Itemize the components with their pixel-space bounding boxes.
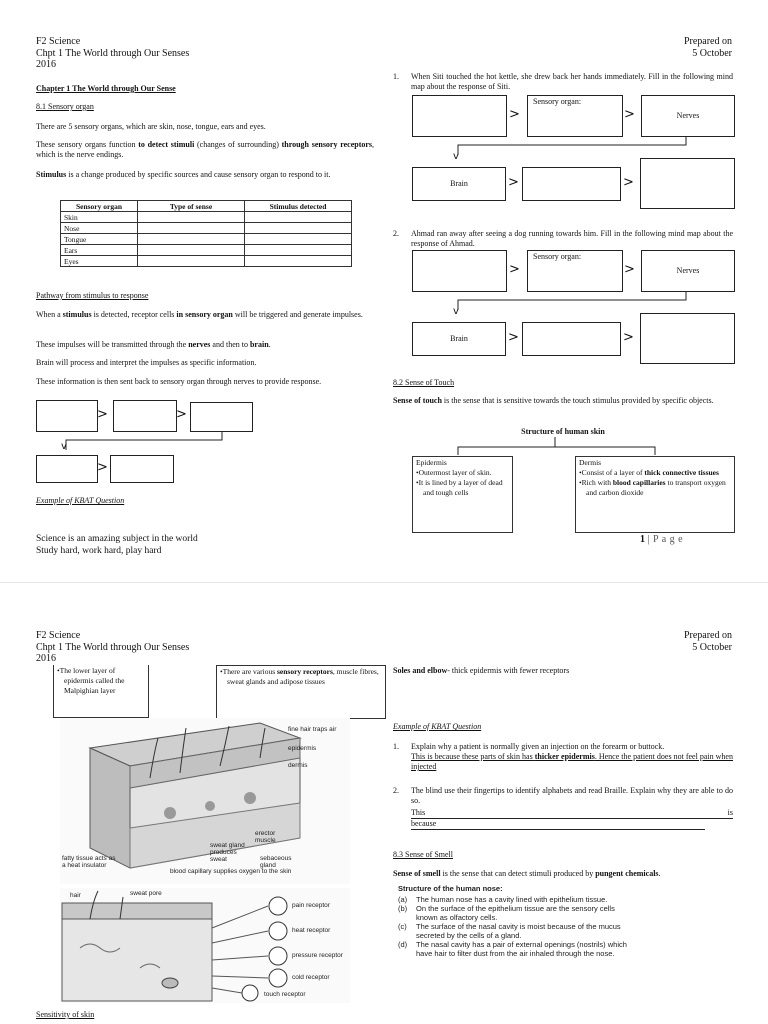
section-8-3: 8.3 Sense of Smell bbox=[393, 850, 453, 859]
header-right: Prepared on 5 October bbox=[683, 630, 732, 653]
table-row: Ears bbox=[61, 245, 352, 256]
para-smell: Sense of smell is the sense that can detect stimuli produced by pungent chemicals. bbox=[393, 869, 661, 878]
answer-line-1[interactable]: This is bbox=[411, 808, 733, 817]
list-item: •Rich with blood capillaries to transport oxygen and carbon dioxide bbox=[579, 478, 726, 497]
mindmap1-box-organ[interactable]: Sensory organ: bbox=[527, 95, 623, 137]
mindmap2-box-brain[interactable]: Brain bbox=[412, 322, 506, 356]
connector-line bbox=[450, 290, 690, 314]
para-touch: Sense of touch is the sense that is sensitive towards the touch stimulus provided by specific objects. bbox=[393, 396, 714, 405]
malpighian-box: •The lower layer of epidermis called the Malpighian layer bbox=[53, 665, 149, 718]
answer-1: This is because these parts of skin has thicker epidermis. Hence the patient does not feel pain when injected bbox=[411, 752, 733, 771]
answer-line-2[interactable]: because bbox=[411, 819, 705, 830]
pathway-para-3: Brain will process and interpret the impulses as specific information. bbox=[36, 358, 257, 367]
list-item: •Consist of a layer of thick connective tissues bbox=[579, 468, 719, 477]
para-function: These sensory organs function to detect stimuli (changes of surrounding) through sensory receptors, which is the nerve endings. bbox=[36, 140, 375, 159]
list-item: (b) On the surface of the epithelium tissue are the sensory cells known as olfactory cells. bbox=[398, 904, 615, 922]
list-item: •It is lined by a layer of dead and tough cells bbox=[416, 478, 503, 497]
mindmap1-box-nerves[interactable]: Nerves bbox=[641, 95, 735, 137]
sensitivity-title: Sensitivity of skin bbox=[36, 1010, 95, 1019]
pathway-title: Pathway from stimulus to response bbox=[36, 291, 149, 300]
table-row: Tongue bbox=[61, 234, 352, 245]
mindmap1-box-response[interactable] bbox=[640, 158, 735, 209]
skin-structure-title: Structure of human skin bbox=[521, 427, 605, 436]
pathway-box-4[interactable] bbox=[36, 455, 98, 483]
footer-text: Science is an amazing subject in the world Study hard, work hard, play hard bbox=[36, 534, 198, 556]
page-number: 1 | P a g e bbox=[640, 534, 684, 545]
krat-example-label: Example of KBAT Question bbox=[393, 722, 482, 731]
mindmap2-box-response[interactable] bbox=[640, 313, 735, 364]
dermis-box: Dermis •Consist of a layer of thick connective tissues •Rich with blood capillaries to transport oxygen and carbon dioxide bbox=[575, 456, 735, 533]
pathway-para-1: When a stimulus is detected, receptor cells in sensory organ will be triggered and generate impulses. bbox=[36, 310, 363, 319]
header-left: F2 Science Chpt 1 The World through Our Senses 2016 bbox=[36, 630, 190, 664]
arrow-right-icon: > bbox=[97, 407, 108, 422]
nose-structure: Structure of the human nose: (a) The human nose has a cavity lined with epithelium tissue. (b) On the surface of the epithelium tissue are the sensory cells known as olfactory cells. (c) The surface of the nasal cavity is moist because of the mucus secreted by the cells of a gland. (d) The nasal cavity has a pair of external openings (nostrils) which have hair to filter dust from the air inhaled through the nose. bbox=[398, 884, 630, 958]
mindmap2-box-nerves-out[interactable] bbox=[522, 322, 621, 356]
list-item: (a) The human nose has a cavity lined with epithelium tissue. bbox=[398, 895, 608, 904]
mindmap2-box-nerves[interactable]: Nerves bbox=[641, 250, 735, 292]
arrow-down-icon: v bbox=[453, 151, 459, 162]
question-1: 1. Explain why a patient is normally given an injection on the forearm or buttock. This is because these parts of skin has thicker epidermis. Hence the patient does not feel pain when injected bbox=[393, 742, 733, 771]
section-8-1: 8.1 Sensory organ bbox=[36, 102, 94, 111]
arrow-right-icon: > bbox=[97, 460, 108, 475]
connector-line bbox=[36, 430, 256, 454]
mindmap1-box-stimulus[interactable] bbox=[412, 95, 507, 137]
arrow-down-icon: v bbox=[61, 441, 67, 452]
arrow-right-icon: > bbox=[623, 175, 634, 190]
para-stimulus: Stimulus is a change produced by specific sources and cause sensory organ to respond to it. bbox=[36, 170, 331, 179]
pathway-box-3[interactable] bbox=[190, 402, 253, 432]
pathway-box-5[interactable] bbox=[110, 455, 174, 483]
sensory-organ-table bbox=[60, 200, 352, 267]
receptors-box: •There are various sensory receptors, muscle fibres, sweat glands and adipose tissues bbox=[216, 665, 386, 719]
header-left: F2 Science Chpt 1 The World through Our Senses 2016 bbox=[36, 36, 190, 70]
connector-line bbox=[450, 135, 690, 159]
skin-receptors-figure: hair sweat pore pain receptor heat receptor pressure receptor cold receptor touch receptor bbox=[60, 888, 350, 1003]
question-2: 2. Ahmad ran away after seeing a dog running towards him. Fill in the following mind map about the response of Ahmad. bbox=[393, 229, 733, 248]
mindmap2-box-stimulus[interactable] bbox=[412, 250, 507, 292]
pathway-para-4: These information is then sent back to sensory organ through nerves to provide response. bbox=[36, 377, 322, 386]
pathway-box-2[interactable] bbox=[113, 400, 177, 432]
arrow-right-icon: > bbox=[624, 262, 635, 277]
mindmap2-box-organ[interactable]: Sensory organ: bbox=[527, 250, 623, 292]
arrow-right-icon: > bbox=[509, 262, 520, 277]
chapter-title: Chapter 1 The World through Our Sense bbox=[36, 84, 176, 93]
section-8-2: 8.2 Sense of Touch bbox=[393, 378, 455, 387]
arrow-down-icon: v bbox=[453, 306, 459, 317]
arrow-right-icon: > bbox=[623, 330, 634, 345]
list-item: (c) The surface of the nasal cavity is moist because of the mucus secreted by the cells of a gland. bbox=[398, 922, 621, 940]
table-row: Skin bbox=[61, 212, 352, 223]
table-header-row: Sensory organ Type of sense Stimulus detected bbox=[61, 201, 352, 212]
question-2: 2. The blind use their fingertips to identify alphabets and read Braille. Explain why they are able to do so. bbox=[393, 786, 733, 805]
para-sensory-organs: There are 5 sensory organs, which are skin, nose, tongue, ears and eyes. bbox=[36, 122, 266, 131]
soles-elbow: Soles and elbow- thick epidermis with fewer receptors bbox=[393, 666, 570, 675]
list-item: •Outermost layer of skin. bbox=[416, 468, 492, 477]
arrow-right-icon: > bbox=[508, 175, 519, 190]
pathway-para-2: These impulses will be transmitted through the nerves and then to brain. bbox=[36, 340, 271, 349]
arrow-right-icon: > bbox=[176, 407, 187, 422]
krat-example-label: Example of KBAT Question bbox=[36, 496, 125, 505]
header-right: Prepared on 5 October bbox=[683, 36, 732, 59]
arrow-right-icon: > bbox=[624, 107, 635, 122]
mindmap1-box-nerves-out[interactable] bbox=[522, 167, 621, 201]
arrow-right-icon: > bbox=[509, 107, 520, 122]
table-row: Eyes bbox=[61, 256, 352, 267]
arrow-right-icon: > bbox=[508, 330, 519, 345]
question-1: 1. When Siti touched the hot kettle, she drew back her hands immediately. Fill in the following mind map about the response of Siti. bbox=[393, 72, 733, 91]
mindmap1-box-brain[interactable]: Brain bbox=[412, 167, 506, 201]
table-row: Nose bbox=[61, 223, 352, 234]
list-item: (d) The nasal cavity has a pair of external openings (nostrils) which have hair to filter dust from the air inhaled through the nose. bbox=[398, 940, 627, 958]
skin-cross-section-figure: fine hair traps air epidermis dermis erector muscle sweat gland produces sweat sebaceous gland fatty tissue acts as a heat insulator blood capillary supplies oxygen to the skin bbox=[60, 718, 350, 884]
connector-line bbox=[455, 437, 665, 457]
page-divider bbox=[0, 582, 768, 583]
pathway-box-1[interactable] bbox=[36, 400, 98, 432]
epidermis-box: Epidermis •Outermost layer of skin. •It is lined by a layer of dead and tough cells bbox=[412, 456, 513, 533]
